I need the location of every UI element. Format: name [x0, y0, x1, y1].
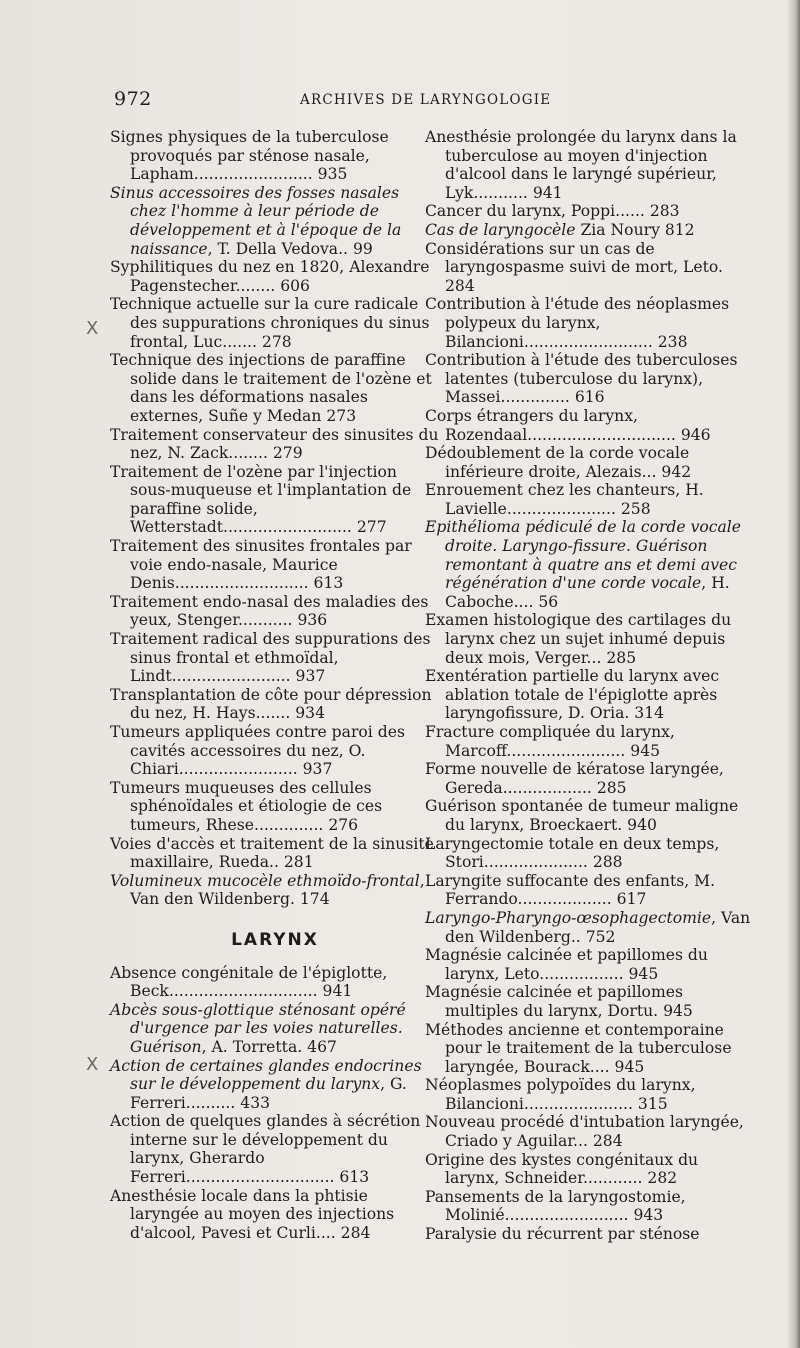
entry-text: Traitement de l'ozène par l'injection sous-muqueuse et l'implantation de paraffine solide, Wetterstadt.......................... 277	[110, 462, 412, 537]
entry-text: Nouveau procédé d'intubation laryngée, Criado y Aguilar... 284	[425, 1113, 744, 1151]
entry-text: , Van den Wildenberg.. 752	[445, 908, 751, 946]
entry-text: Technique des injections de paraffine solide dans le traitement de l'ozène et dans les déformations nasales externes, Suñe y Medan 273	[110, 351, 432, 425]
entry-text: Transplantation de côte pour dépression du nez, H. Hays....... 934	[110, 685, 432, 723]
entry-text: Méthodes ancienne et contemporaine pour le traitement de la tuberculose laryngée, Bourack.... 945	[425, 1020, 732, 1076]
index-entry	[425, 872, 757, 909]
entry-text: Traitement conservateur des sinusites du nez, N. Zack........ 279	[110, 425, 439, 463]
entry-text: Signes physiques de la tuberculose provoqués par sténose nasale, Lapham........................ 935	[110, 128, 389, 184]
page-header	[0, 88, 800, 114]
index-entry	[425, 518, 757, 611]
entry-text: Traitement radical des suppurations des sinus frontal et ethmoïdal, Lindt........................ 937	[110, 630, 431, 686]
entry-text: Traitement endo-nasal des maladies des yeux, Stenger........... 936	[110, 592, 429, 630]
index-entry	[110, 351, 440, 425]
entry-title-italic: Cas de laryngocèle	[425, 220, 576, 239]
entry-text: Absence congénitale de l'épiglotte, Beck.............................. 941	[110, 963, 388, 1001]
index-entry	[425, 835, 757, 872]
index-entry	[110, 964, 440, 1001]
entry-text: Laryngite suffocante des enfants, M. Ferrando................... 617	[425, 871, 716, 909]
index-entry	[425, 760, 757, 797]
index-entry	[110, 426, 440, 463]
index-entry	[110, 295, 440, 351]
entry-text: Magnésie calcinée et papillomes du larynx, Leto................. 945	[425, 946, 708, 983]
index-entry	[425, 1151, 757, 1188]
index-entry	[425, 128, 757, 202]
index-entry	[425, 1113, 757, 1150]
entry-text: Contribution à l'étude des néoplasmes polypeux du larynx, Bilancioni.......................... 238	[425, 295, 730, 351]
entry-title-italic: Action de certaines glandes endocrines sur le développement du larynx	[110, 1056, 422, 1094]
index-entry	[110, 463, 440, 537]
index-entry	[110, 258, 440, 295]
entry-text: Action de quelques glandes à sécrétion interne sur le développement du larynx, Gherardo Ferreri.............................. 613	[110, 1112, 421, 1187]
index-entry	[425, 481, 757, 518]
entry-text: Examen histologique des cartilages du larynx chez un sujet inhumé depuis deux mois, Verger... 285	[425, 611, 732, 667]
entry-text: Fracture compliquée du larynx, Marcoff........................ 945	[425, 723, 675, 760]
index-entry	[110, 1112, 440, 1186]
entry-text: Magnésie calcinée et papillomes multiples du larynx, Dortu. 945	[425, 983, 693, 1020]
index-entry	[425, 407, 757, 444]
entry-title-italic: Volumineux mucocèle ethmoïdo-frontal	[110, 871, 420, 890]
index-entry	[425, 1076, 757, 1113]
index-entry	[425, 444, 757, 481]
index-entry	[425, 723, 757, 760]
index-entry	[425, 221, 757, 240]
entry-text: Guérison spontanée de tumeur maligne du larynx, Broeckaert. 940	[425, 797, 739, 834]
index-entry	[425, 797, 757, 834]
index-entry	[110, 686, 440, 723]
entry-text: Néoplasmes polypoïdes du larynx, Bilancioni...................... 315	[425, 1076, 696, 1113]
margin-mark: X	[86, 1054, 99, 1075]
entry-text: Cancer du larynx, Poppi...... 283	[425, 202, 680, 221]
entry-title-italic: Sinus accessoires des fosses nasales chez l'homme à leur période de développement et à l'époque de la naissance	[110, 183, 402, 258]
entry-text: Contribution à l'étude des tuberculoses latentes (tuberculose du larynx), Massei.............. 616	[425, 351, 738, 407]
entry-text: , T. Della Vedova.. 99	[207, 239, 373, 258]
section-heading-larynx: LARYNX	[231, 929, 319, 950]
index-entry	[425, 1225, 757, 1244]
page-number: 972	[114, 88, 152, 110]
index-entry	[425, 946, 757, 983]
entry-text: Traitement des sinusites frontales par voie endo-nasale, Maurice Denis........................... 613	[110, 537, 412, 593]
index-entry	[110, 779, 440, 835]
right-column	[425, 128, 757, 1244]
entry-title-italic: Laryngo-Pharyngo-œsophagectomie	[425, 908, 712, 927]
index-entry	[425, 909, 757, 946]
index-entry	[110, 593, 440, 630]
entry-text: Voies d'accès et traitement de la sinusite maxillaire, Rueda.. 281	[110, 834, 434, 872]
entry-text: Paralysie du récurrent par sténose	[425, 1225, 700, 1244]
index-entry	[110, 1187, 440, 1243]
index-entry	[110, 630, 440, 686]
index-entry	[425, 351, 757, 407]
left-entries-bottom	[110, 964, 440, 1243]
entry-text: , H. Caboche.... 56	[445, 574, 730, 611]
entry-text: Syphilitiques du nez en 1820, Alexandre Pagenstecher........ 606	[110, 258, 430, 295]
entry-text: Origine des kystes congénitaux du larynx, Schneider............ 282	[425, 1150, 699, 1188]
index-entry	[425, 667, 757, 723]
left-entries-top	[110, 128, 440, 909]
entry-text: Forme nouvelle de kératose laryngée, Gereda.................. 285	[425, 760, 724, 797]
index-entry	[110, 128, 440, 184]
entry-text: Anesthésie prolongée du larynx dans la tuberculose au moyen d'injection d'alcool dans le laryngé supérieur, Lyk........... 941	[425, 128, 737, 202]
right-entries	[425, 128, 757, 1244]
entry-text: Corps étrangers du larynx, Rozendaal.............................. 946	[425, 406, 711, 444]
entry-text: Technique actuelle sur la cure radicale des suppurations chroniques du sinus frontal, Luc....... 278	[110, 295, 430, 351]
index-entry	[110, 872, 440, 909]
index-entry	[110, 184, 440, 258]
entry-text: Laryngectomie totale en deux temps, Stori..................... 288	[425, 834, 720, 872]
index-entry	[425, 611, 757, 667]
entry-text: Tumeurs appliquées contre paroi des cavités accessoires du nez, O. Chiari........................ 937	[110, 723, 405, 779]
entry-title-italic: Epithélioma pédiculé de la corde vocale droite. Laryngo-fissure. Guérison remontant à quatre ans et demi avec régénération d'une corde vocale	[425, 518, 742, 593]
page-edge-shadow	[786, 0, 800, 1348]
index-entry	[425, 240, 757, 296]
index-entry	[110, 537, 440, 593]
index-entry	[425, 1188, 757, 1225]
entry-text: Considérations sur un cas de laryngospasme suivi de mort, Leto. 284	[425, 239, 723, 295]
index-entry	[110, 835, 440, 872]
index-entry	[425, 202, 757, 221]
margin-mark: X	[86, 318, 99, 339]
entry-text: Tumeurs muqueuses des cellules sphénoïdales et étiologie de ces tumeurs, Rhese.............. 276	[110, 778, 383, 834]
running-title: ARCHIVES DE LARYNGOLOGIE	[300, 92, 552, 108]
left-column	[110, 128, 440, 1242]
entry-title-italic: Abcès sous-glottique sténosant opéré d'urgence par les voies naturelles. Guérison	[110, 1000, 406, 1056]
entry-text: , A. Torretta. 467	[201, 1037, 337, 1056]
index-entry	[425, 1021, 757, 1077]
entry-text: Dédoublement de la corde vocale inférieure droite, Alezais... 942	[425, 444, 692, 481]
entry-text: , G. Ferreri.......... 433	[130, 1075, 407, 1112]
entry-text: , Van den Wildenberg. 174	[130, 871, 425, 909]
index-entry	[110, 723, 440, 779]
index-entry	[425, 295, 757, 351]
index-entry	[110, 1001, 440, 1057]
index-entry	[110, 1057, 440, 1113]
entry-text: Zia Noury 812	[575, 220, 695, 239]
index-entry	[425, 983, 757, 1020]
entry-text: Anesthésie locale dans la phtisie laryngée au moyen des injections d'alcool, Pavesi et Curli.... 284	[110, 1186, 395, 1242]
entry-text: Pansements de la laryngostomie, Molinié......................... 943	[425, 1187, 686, 1225]
entry-text: Exentération partielle du larynx avec ablation totale de l'épiglotte après laryngofissure, D. Oria. 314	[425, 667, 720, 723]
entry-text: Enrouement chez les chanteurs, H. Lavielle...................... 258	[425, 481, 704, 518]
